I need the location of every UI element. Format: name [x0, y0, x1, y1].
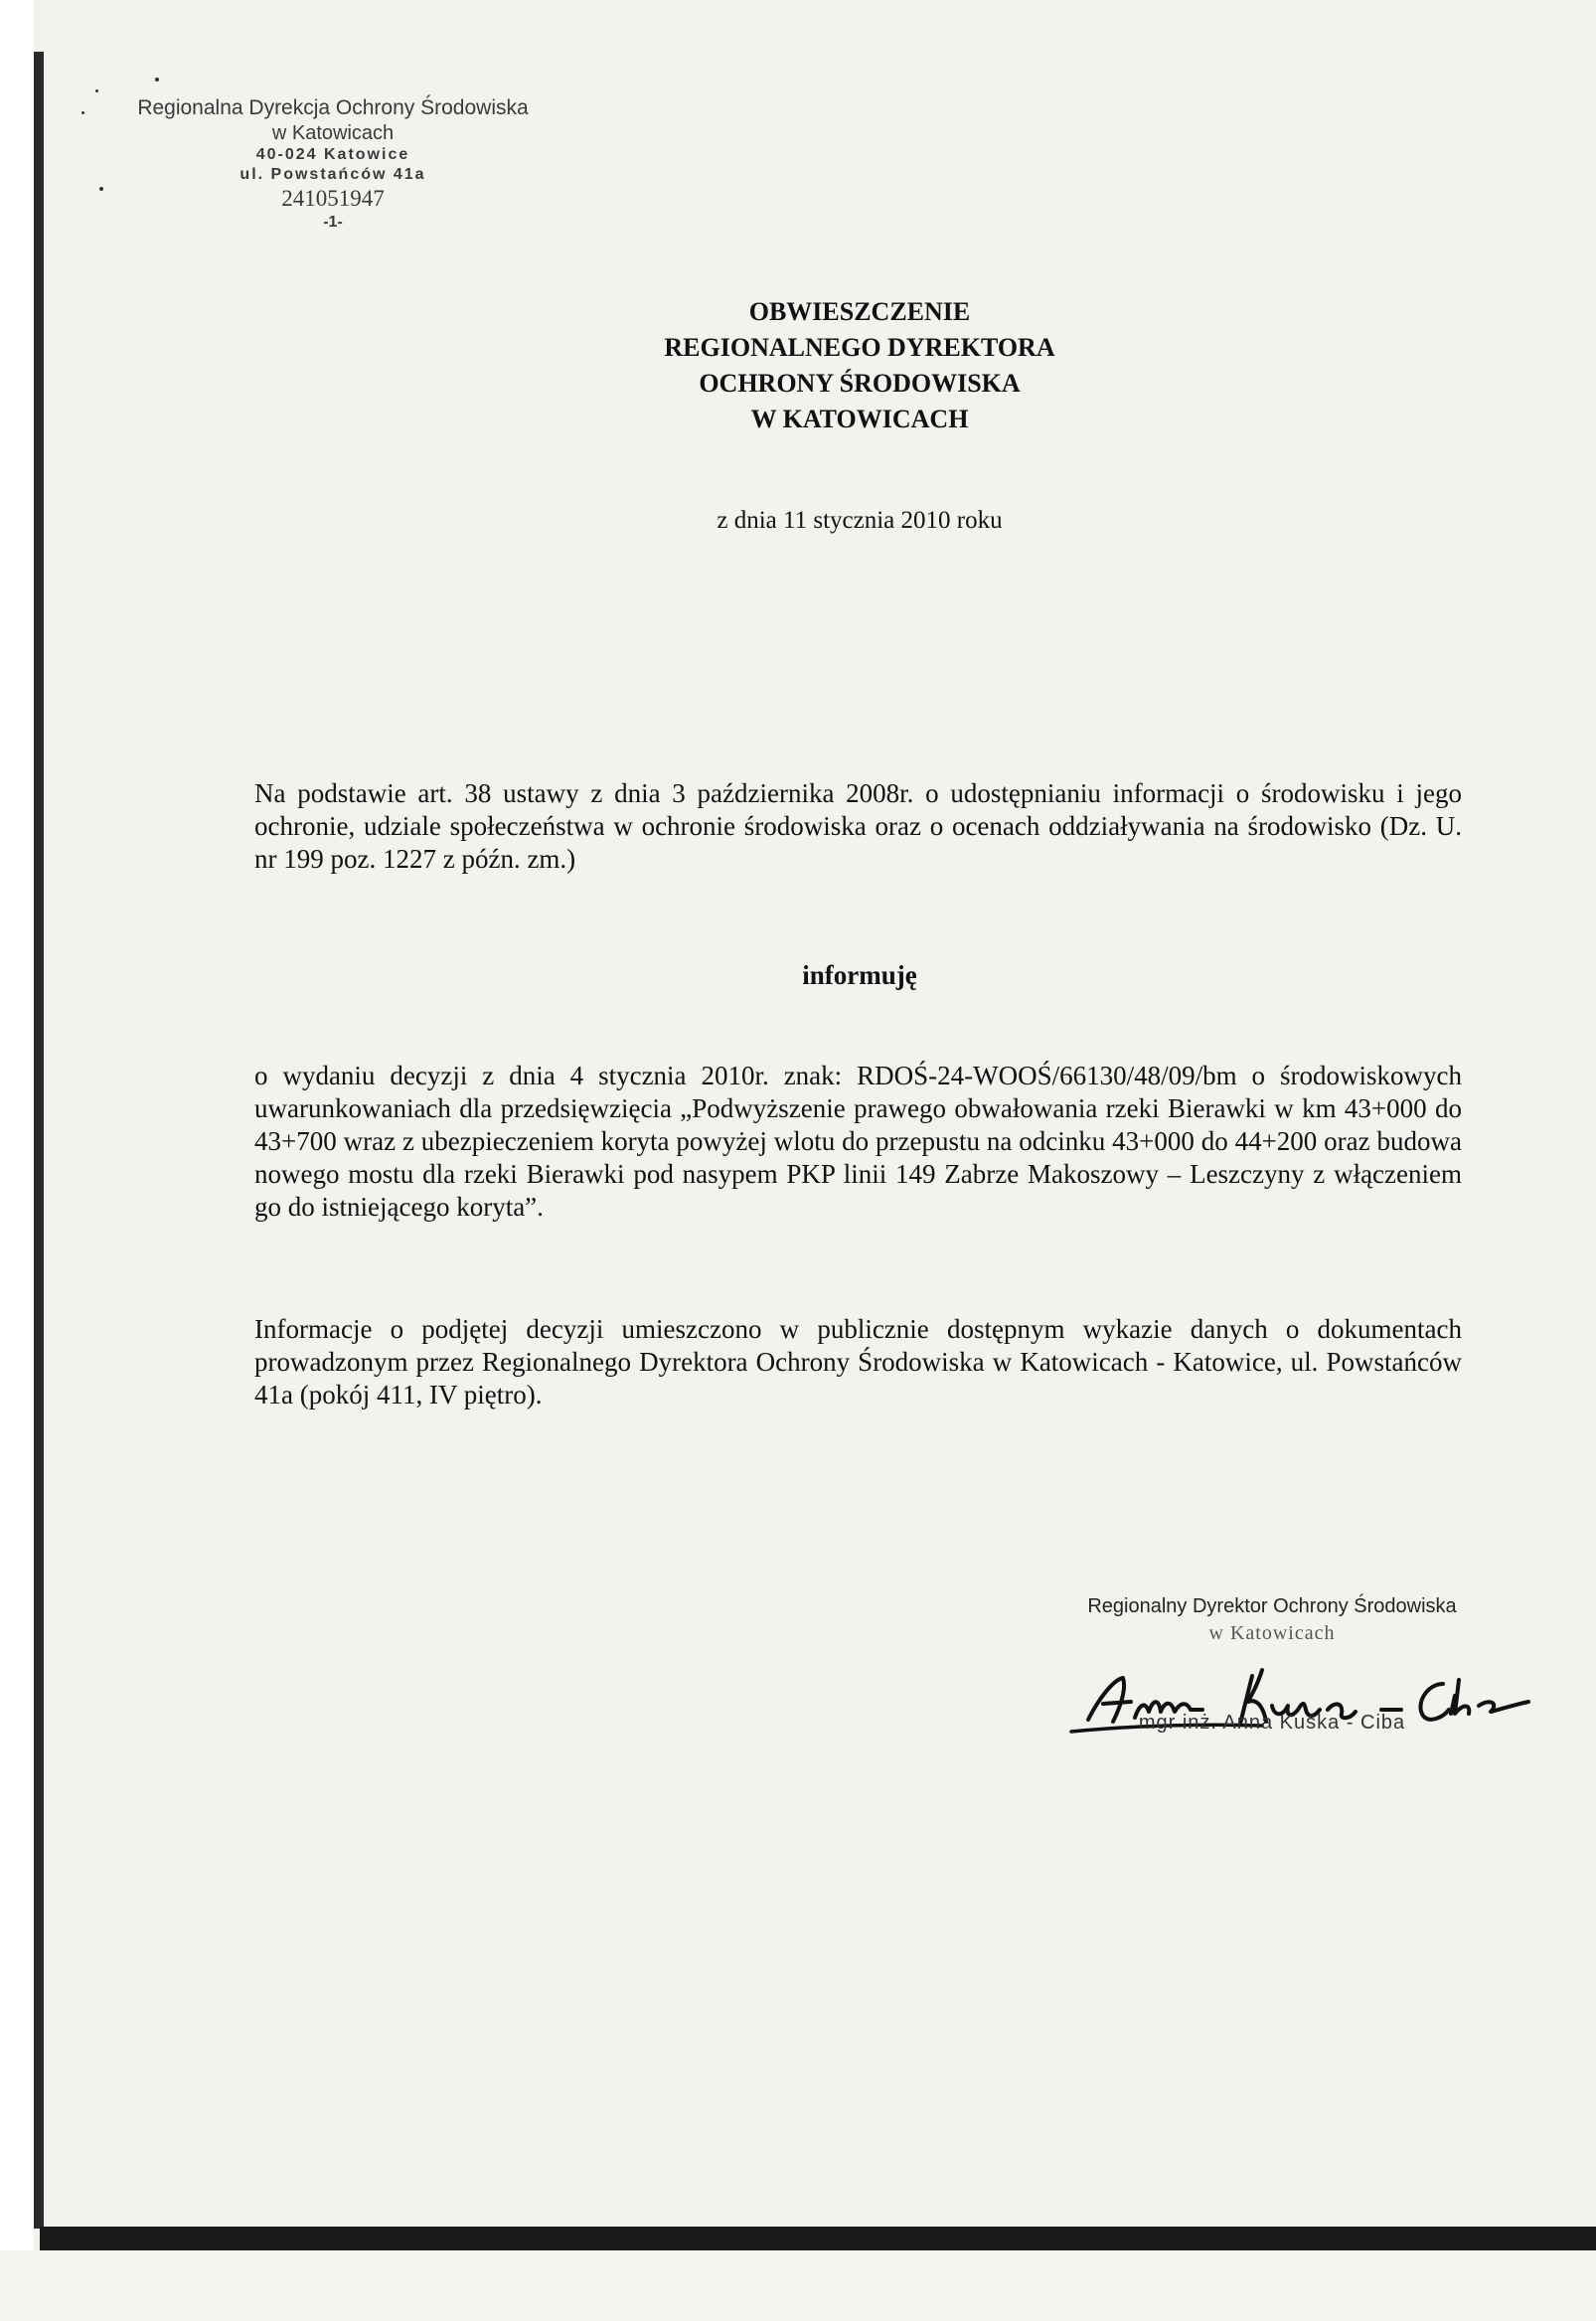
stamp-page-number: -1-	[323, 214, 343, 231]
office-stamp	[109, 95, 557, 233]
stamp-office-name: Regionalna Dyrekcja Ochrony Środowiska	[137, 96, 529, 119]
decision-paragraph: o wydaniu decyzji z dnia 4 stycznia 2010r. znak: RDOŚ-24-WOOŚ/66130/48/09/bm o środowiskowych uwarunkowaniach dla przedsięwzięcia „Podwyższenie prawego obwałowania rzeki Bierawki w km 43+000 do 43+700 wraz z ubezpieczeniem koryta powyżej wlotu do przepustu na odcinku 43+000 do 44+200 oraz budowa nowego mostu dla rzeki Bierawki pod nasypem PKP linii 149 Zabrze Makoszowy – Leszczyny z włączeniem go do istniejącego koryta”.	[254, 1061, 1462, 1222]
scan-margin	[0, 0, 34, 2321]
stamp-postal: 40-024 Katowice	[255, 146, 410, 163]
information-paragraph: Informacje o podjętej decyzji umieszczono w publicznie dostępnym wykazie danych o dokumentach prowadzonym przez Regionalnego Dyrektora Ochrony Środowiska w Katowicach - Katowice, ul. Powstańców 41a (pokój 411, IV piętro).	[254, 1314, 1462, 1409]
signatory-title: Regionalny Dyrektor Ochrony Środowiska	[1087, 1595, 1457, 1617]
scan-speck	[155, 78, 159, 82]
legal-basis-paragraph: Na podstawie art. 38 ustawy z dnia 3 października 2008r. o udostępnianiu informacji o środowisku i jego ochronie, udziale społeczeństwa w ochronie środowiska oraz o ocenach oddziaływania na środowisko (Dz. U. nr 199 poz. 1227 z późn. zm.)	[254, 778, 1462, 874]
announcement-verb: informuję	[802, 960, 917, 990]
title-line-3: OCHRONY ŚRODOWISKA	[699, 369, 1021, 398]
stamp-number: 241051947	[281, 186, 385, 211]
title-line-2: REGIONALNEGO DYREKTORA	[664, 333, 1055, 362]
scan-speck	[99, 187, 103, 191]
stamp-city: w Katowicach	[271, 122, 395, 144]
scan-left-edge	[34, 52, 44, 2229]
document-title	[378, 294, 1342, 437]
document-date: z dnia 11 stycznia 2010 roku	[717, 507, 1003, 534]
scan-speck	[81, 111, 84, 114]
scan-bottom-margin	[0, 2250, 1596, 2321]
scan-speck	[95, 89, 98, 92]
scan-bottom-edge	[40, 2227, 1596, 2250]
signatory-name: mgr inż. Anna Kuśka - Ciba	[1138, 1712, 1406, 1734]
signatory-city: w Katowicach	[1208, 1622, 1336, 1644]
title-line-1: OBWIESZCZENIE	[748, 297, 971, 326]
stamp-street: ul. Powstańców 41a	[239, 166, 426, 183]
title-line-4: W KATOWICACH	[750, 405, 969, 433]
